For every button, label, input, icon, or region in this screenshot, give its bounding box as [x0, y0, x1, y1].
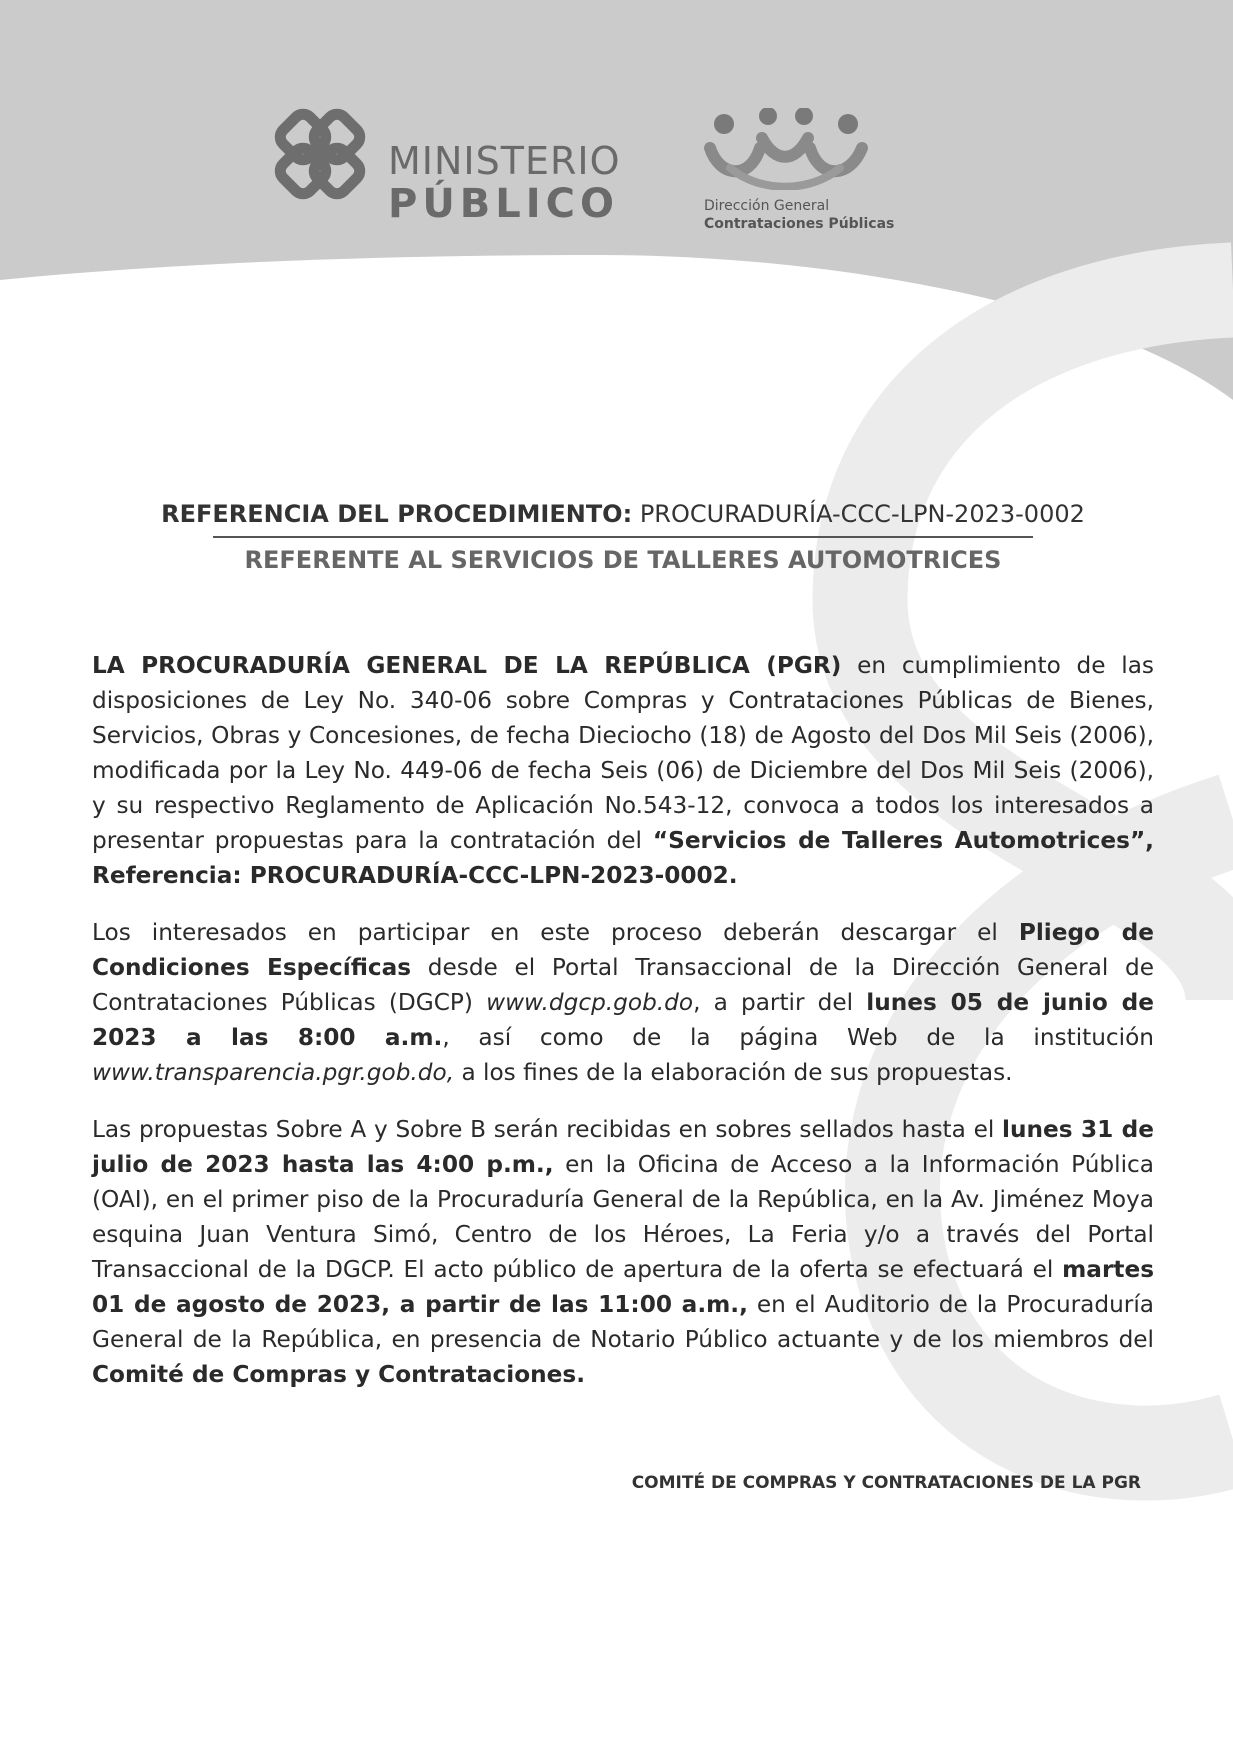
p3-opening-date: martes 01 de agosto de 2023, a partir de las 11:00 a.m., — [92, 1256, 1154, 1318]
paragraph-convocatoria — [92, 648, 1154, 893]
p2-pgr-url: www.transparencia.pgr.gob.do, — [92, 1059, 455, 1086]
ministerio-publico-logo — [270, 98, 621, 228]
p1-text: en cumplimiento de las disposiciones de Ley No. 340-06 sobre Compras y Contrataciones Públicas de Bienes, Servicios, Obras y Concesiones, de fecha Dieciocho (18) de Agosto del Dos Mil Seis (2006), modificada por la Ley No. 449-06 de fecha Seis (06) de Diciembre del Dos Mil Seis (2006), y su respectivo Reglamento de Aplicación No.543-12, convoca a todos los interesados a presentar propuestas para la contratación del — [92, 652, 1154, 854]
ministerio-knot-icon — [270, 104, 370, 204]
paragraph-pliego — [92, 915, 1154, 1090]
reference-subtitle: REFERENTE AL SERVICIOS DE TALLERES AUTOMOTRICES — [244, 546, 1002, 574]
logo-text-ministerio: MINISTERIO — [388, 139, 621, 183]
p2-text-e: a los fines de la elaboración de sus propuestas. — [454, 1059, 1013, 1086]
p2-pliego: Pliego de Condiciones Específicas — [92, 919, 1154, 981]
reference-code: PROCURADURÍA-CCC-LPN-2023-0002 — [639, 500, 1085, 528]
p3-text-b: en la Oficina de Acceso a la Información Pública (OAI), en el primer piso de la Procuraduría General de la República, en la Av. Jiménez Moya esquina Juan Ventura Simó, Centro de los Héroes, La Feria y/o a través del Portal Transaccional de la DGCP. El acto público de apertura de la oferta se efectuará el — [92, 1151, 1154, 1283]
p2-text-d: , así como de la página Web de la institución — [442, 1024, 1154, 1051]
p2-text-b: desde el Portal Transaccional de la Dirección General de Contrataciones Públicas (DGCP) — [92, 954, 1154, 1016]
p3-text-a: Las propuestas Sobre A y Sobre B serán recibidas en sobres sellados hasta el — [92, 1116, 1003, 1143]
paragraph-propuestas — [92, 1112, 1154, 1392]
procedure-reference — [92, 500, 1154, 528]
document-body — [92, 500, 1154, 1392]
p3-text-c: en el Auditorio de la Procuraduría General de la República, en presencia de Notario Público actuante y de los miembros del — [92, 1291, 1154, 1353]
logo-text-publico: PÚBLICO — [388, 181, 620, 227]
p3-committee: Comité de Compras y Contrataciones. — [92, 1361, 586, 1388]
p2-text-c: , a partir del — [693, 989, 867, 1016]
dgcp-logo — [700, 108, 900, 238]
p3-deadline: lunes 31 de julio de 2023 hasta las 4:00 p.m., — [92, 1116, 1154, 1178]
reference-label: REFERENCIA DEL PROCEDIMIENTO: — [161, 500, 633, 528]
dgcp-people-icon — [700, 108, 870, 190]
reference-divider — [213, 536, 1033, 538]
p2-start-date: lunes 05 de junio de 2023 a las 8:00 a.m. — [92, 989, 1154, 1051]
p1-institution: LA PROCURADURÍA GENERAL DE LA REPÚBLICA (PGR) — [92, 652, 842, 679]
logo-text-contrataciones: Contrataciones Públicas — [704, 216, 895, 232]
p1-service-reference: “Servicios de Talleres Automotrices”, Referencia: PROCURADURÍA-CCC-LPN-2023-0002. — [92, 827, 1154, 889]
logo-text-direccion-general: Dirección General — [704, 198, 830, 214]
signature-committee: COMITÉ DE COMPRAS Y CONTRATACIONES DE LA PGR — [631, 1473, 1141, 1493]
p2-dgcp-url: www.dgcp.gob.do — [486, 989, 694, 1016]
p2-text-a: Los interesados en participar en este proceso deberán descargar el — [92, 919, 1019, 946]
